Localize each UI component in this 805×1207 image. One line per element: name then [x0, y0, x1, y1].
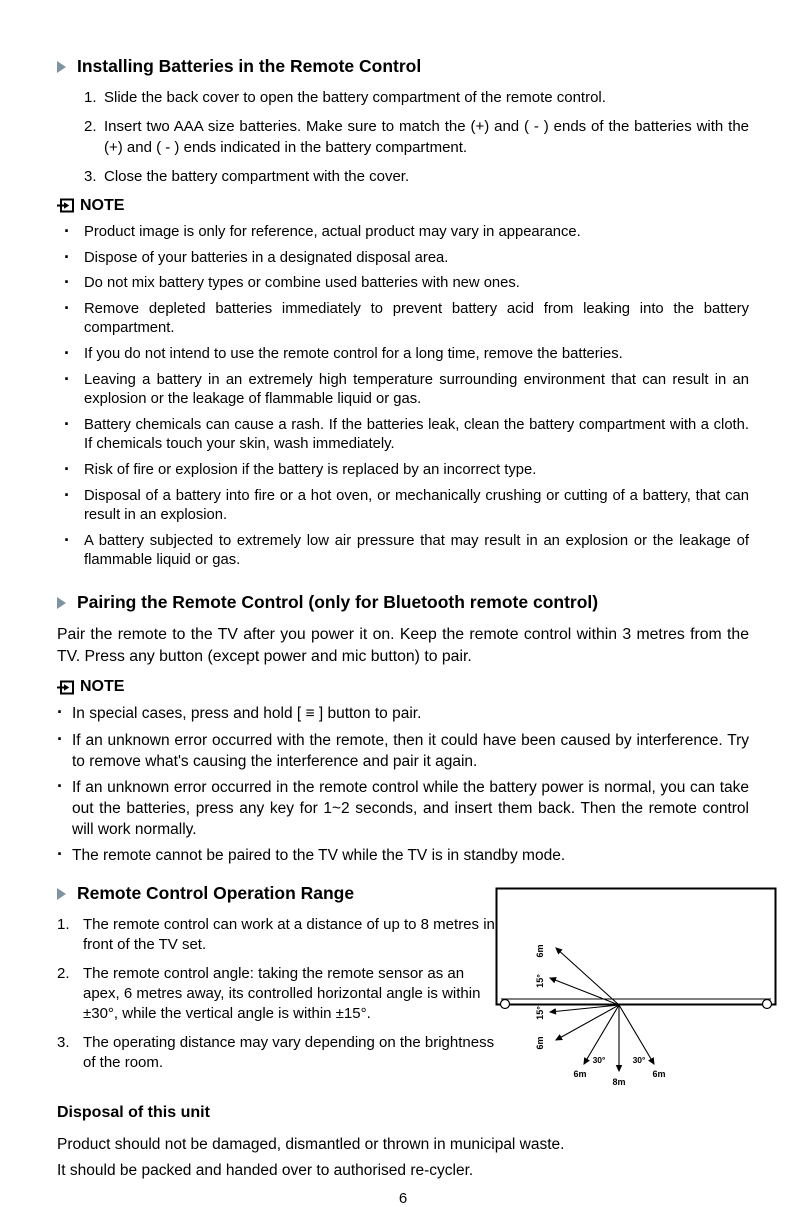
section-disposal	[57, 1104, 749, 1182]
pairing-intro-paragraph: Pair the remote to the TV after you power it on. Keep the remote control within 3 metres from the TV. Press any button (except power and mic button) to pair.	[57, 625, 749, 666]
step-item: Insert two AAA size batteries. Make sure to match the (+) and ( - ) ends of the batteries with the (+) and ( - ) ends indicated in the battery compartment.	[104, 118, 749, 156]
installing-steps-list	[84, 88, 749, 188]
section-operation-range	[57, 883, 749, 1094]
note-item: · If an unknown error occurred with the remote, then it could have been caused by interference. Try to remove what's causing the interference and pair it again.	[57, 731, 749, 772]
pairing-notes-list	[57, 704, 749, 866]
note-item: · A battery subjected to extremely low air pressure that may result in an explosion or the leakage of flammable liquid or gas.	[57, 532, 749, 570]
tv-stand-right	[763, 999, 772, 1008]
step-item: The operating distance may vary depending on the brightness of the room.	[83, 1034, 495, 1072]
note-item: · If an unknown error occurred in the remote control while the battery power is normal, you can take out the batteries, press any key for 1~2 seconds, and insert them back. Then the remote control will work normally.	[57, 778, 749, 840]
diagram-label-vertical-top-distance: 6m	[535, 944, 545, 958]
tv-stand-left	[501, 999, 510, 1008]
diagram-label-distance-left: 6m	[573, 1068, 587, 1079]
diagram-label-angle-right: 30°	[632, 1054, 646, 1065]
note-item: · Remove depleted batteries immediately to prevent battery acid from leaking into the battery compartment.	[57, 300, 749, 338]
step-item: Slide the back cover to open the battery compartment of the remote control.	[104, 89, 606, 106]
section-installing-batteries	[57, 56, 749, 570]
section-heading-pairing	[57, 592, 749, 613]
range-steps-list	[57, 915, 495, 1074]
operation-range-diagram	[495, 883, 779, 1094]
section-marker-icon	[57, 61, 66, 73]
note-icon	[57, 198, 74, 213]
disposal-line: It should be packed and handed over to authorised re-cycler.	[57, 1161, 474, 1179]
disposal-heading: Disposal of this unit	[57, 1103, 210, 1121]
note-item: · Product image is only for reference, actual product may vary in appearance.	[57, 223, 749, 242]
note-item: · Risk of fire or explosion if the battery is replaced by an incorrect type.	[57, 461, 749, 480]
diagram-label-vertical-top-angle: 15°	[535, 973, 545, 988]
note-item: · Disposal of a battery into fire or a hot oven, or mechanically crushing or cutting of a battery, that can result in an explosion.	[57, 487, 749, 525]
section-marker-icon	[57, 597, 66, 609]
step-item: The remote control angle: taking the remote sensor as an apex, 6 metres away, its controlled horizontal angle is within ±30°, while the vertical angle is within ±15°.	[83, 964, 481, 1023]
note-item: · If you do not intend to use the remote control for a long time, remove the batteries.	[57, 345, 749, 364]
section-title: Installing Batteries in the Remote Control	[77, 56, 422, 76]
diagram-label-vertical-bottom-angle: 15°	[535, 1005, 545, 1020]
note-heading	[57, 678, 749, 696]
step-item: The remote control can work at a distance of up to 8 metres in front of the TV set.	[83, 915, 495, 953]
note-label: NOTE	[80, 678, 125, 696]
page-number: 6	[398, 1189, 408, 1207]
section-heading-installing	[57, 56, 749, 77]
disposal-line: Product should not be damaged, dismantled or thrown in municipal waste.	[57, 1135, 565, 1153]
diagram-label-distance-center: 8m	[612, 1076, 626, 1087]
note-item: · Leaving a battery in an extremely high temperature surrounding environment that can result in an explosion or the leakage of flammable liquid or gas.	[57, 371, 749, 409]
section-title: Pairing the Remote Control (only for Bluetooth remote control)	[77, 591, 599, 612]
diagram-label-vertical-bottom-distance: 6m	[535, 1036, 545, 1050]
section-heading-range	[57, 883, 495, 904]
note-item: · Dispose of your batteries in a designated disposal area.	[57, 249, 749, 268]
installing-notes-list	[57, 223, 749, 570]
note-item: · In special cases, press and hold [ ≡ ] button to pair.	[57, 704, 749, 725]
note-item: · Do not mix battery types or combine used batteries with new ones.	[57, 274, 749, 293]
section-marker-icon	[57, 888, 66, 900]
note-item: · The remote cannot be paired to the TV while the TV is in standby mode.	[57, 846, 749, 867]
note-label: NOTE	[80, 196, 125, 214]
diagram-label-angle-left: 30°	[592, 1054, 606, 1065]
section-pairing-remote	[57, 592, 749, 867]
section-title: Remote Control Operation Range	[77, 882, 355, 903]
note-heading	[57, 197, 749, 215]
step-item: Close the battery compartment with the cover.	[104, 168, 410, 186]
note-icon	[57, 680, 74, 695]
note-item: · Battery chemicals can cause a rash. If the batteries leak, clean the battery compartment with a cloth. If chemicals touch your skin, wash immediately.	[57, 416, 749, 454]
diagram-label-distance-right: 6m	[652, 1068, 666, 1079]
